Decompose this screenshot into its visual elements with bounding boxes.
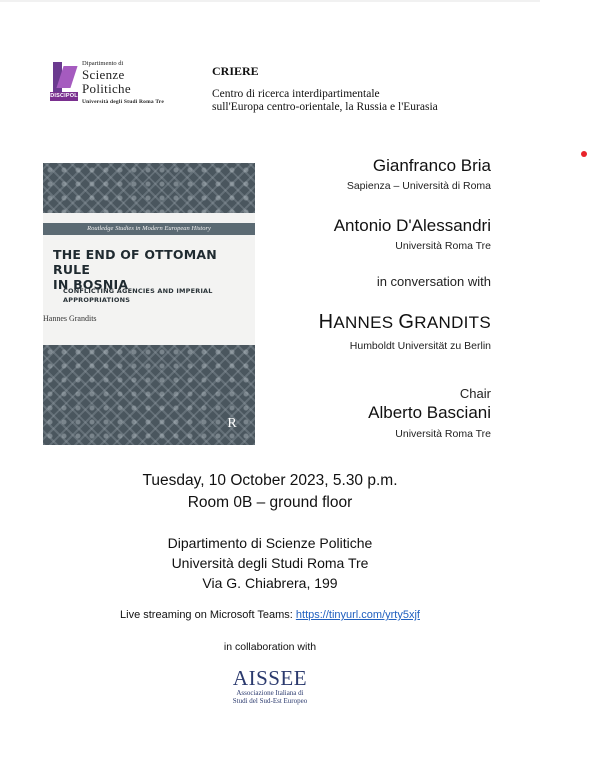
- book-cover: [43, 163, 255, 445]
- cover-series: Routledge Studies in Modern European History: [43, 223, 255, 235]
- guest-affiliation: Humboldt Universität zu Berlin: [349, 340, 491, 352]
- streaming-line: [0, 609, 540, 621]
- chair-affiliation: Università Roma Tre: [395, 428, 491, 440]
- streaming-link[interactable]: https://tinyurl.com/yrty5xjf: [295, 609, 420, 621]
- cover-subtitle-line2: APPROPRIATIONS: [63, 295, 131, 304]
- centro-line2: sull'Europa centro-orientale, la Russia e l'Eurasia: [212, 101, 438, 113]
- speaker-2-affiliation: Università Roma Tre: [395, 240, 491, 252]
- aissee-logo: [200, 667, 340, 705]
- cover-author: Hannes Grandits: [43, 314, 97, 323]
- guest-name: HANNES GRANDITS: [318, 311, 491, 333]
- cover-subtitle-line1: CONFLICTING AGENCIES AND IMPERIAL: [63, 287, 213, 295]
- cover-pattern-top: [43, 163, 255, 213]
- streaming-label: Live streaming on Microsoft Teams:: [120, 609, 293, 621]
- discipol-logo-icon: [50, 60, 78, 102]
- speaker-1-affiliation: Sapienza – Università di Roma: [346, 180, 491, 192]
- department-logo: [50, 60, 165, 108]
- logo-badge: DISCIPOL: [50, 93, 78, 99]
- criere-title: CRIERE: [212, 64, 259, 78]
- publisher-logo-icon: R: [227, 416, 237, 431]
- red-dot-marker: [581, 151, 587, 157]
- logo-small-line: Dipartimento di: [82, 60, 124, 67]
- chair-name: Alberto Basciani: [368, 403, 491, 422]
- event-date: Tuesday, 10 October 2023, 5.30 p.m.: [142, 472, 398, 489]
- address-line3: Via G. Chiabrera, 199: [202, 575, 338, 591]
- cover-pattern-bottom: [43, 345, 255, 445]
- cover-title-line2: IN BOSNIA: [53, 277, 129, 292]
- cover-title: [53, 247, 245, 292]
- logo-line2: Politiche: [82, 81, 131, 96]
- aissee-sub-line1: Associazione Italiana di: [236, 689, 304, 697]
- centro-line1: Centro di ricerca interdipartimentale: [212, 88, 380, 100]
- collaboration-text: in collaboration with: [223, 641, 317, 653]
- cover-title-line1: THE END OF OTTOMAN RULE: [53, 247, 217, 277]
- speaker-1-name: Gianfranco Bria: [372, 156, 491, 175]
- address-line2: Università degli Studi Roma Tre: [171, 555, 369, 571]
- cover-subtitle: [63, 287, 235, 304]
- logo-line1: Scienze: [82, 67, 125, 82]
- address-line1: Dipartimento di Scienze Politiche: [167, 535, 373, 551]
- chair-label: Chair: [459, 386, 491, 401]
- conversation-text: in conversation with: [376, 274, 491, 289]
- logo-university: Università degli Studi Roma Tre: [82, 99, 164, 105]
- event-room: Room 0B – ground floor: [187, 494, 353, 511]
- speaker-2-name: Antonio D'Alessandri: [333, 216, 491, 235]
- aissee-sub-line2: Studi del Sud-Est Europeo: [232, 697, 308, 705]
- aissee-name: AISSEE: [232, 666, 308, 690]
- centro-description: [212, 88, 512, 114]
- top-rule: [0, 0, 540, 2]
